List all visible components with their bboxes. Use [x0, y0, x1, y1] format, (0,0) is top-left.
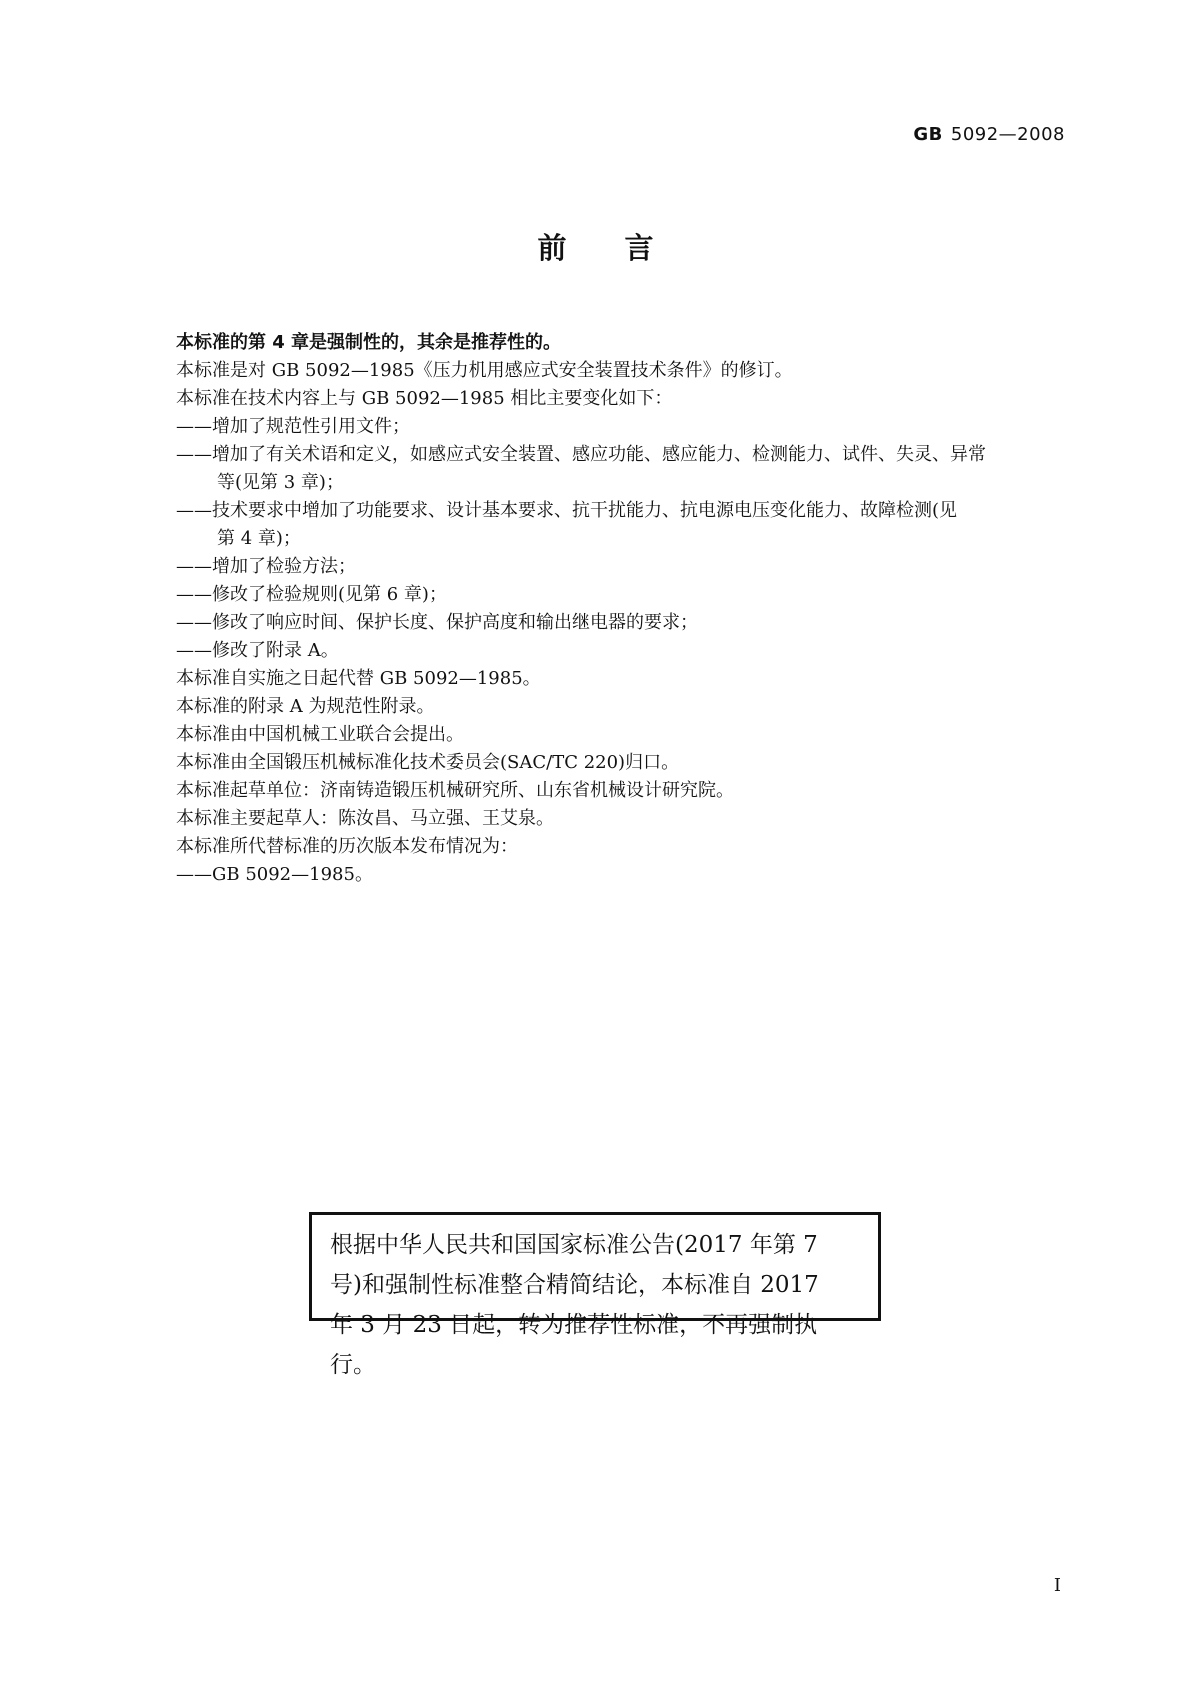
standard-code: [913, 124, 1065, 145]
page-title: 前言: [537, 231, 712, 265]
proposer-statement: 本标准由中国机械工业联合会提出。: [176, 724, 464, 745]
changes-intro: 本标准在技术内容上与 GB 5092—1985 相比主要变化如下：: [176, 388, 673, 409]
previous-editions-intro: 本标准所代替标准的历次版本发布情况为：: [176, 836, 518, 857]
change-item-continuation: 等(见第 3 章)；: [217, 472, 344, 493]
change-item: ——修改了附录 A。: [176, 640, 339, 661]
change-item: ——增加了有关术语和定义，如感应式安全装置、感应功能、感应能力、检测能力、试件、失灵、异常: [176, 444, 986, 465]
notice-line: 年 3 月 23 日起，转为推荐性标准，不再强制执行。: [330, 1312, 818, 1378]
previous-edition-item: ——GB 5092—1985。: [176, 864, 373, 885]
change-item: ——增加了规范性引用文件；: [176, 416, 410, 437]
change-item: ——修改了检验规则(见第 6 章)；: [176, 584, 447, 605]
notice-line: 号)和强制性标准整合精简结论，本标准自 2017: [330, 1272, 819, 1298]
drafting-units: 本标准起草单位：济南铸造锻压机械研究所、山东省机械设计研究院。: [176, 780, 734, 801]
replacement-statement: 本标准自实施之日起代替 GB 5092—1985。: [176, 668, 541, 689]
committee-statement: 本标准由全国锻压机械标准化技术委员会(SAC/TC 220)归口。: [176, 752, 680, 773]
revision-statement: 本标准是对 GB 5092—1985《压力机用感应式安全装置技术条件》的修订。: [176, 360, 793, 381]
main-drafters: 本标准主要起草人：陈汝昌、马立强、王艾泉。: [176, 808, 554, 829]
foreword-body: [176, 329, 1066, 889]
notice-line: 根据中华人民共和国国家标准公告(2017 年第 7: [330, 1232, 818, 1258]
change-item: ——修改了响应时间、保护长度、保护高度和输出继电器的要求；: [176, 612, 698, 633]
change-item-continuation: 第 4 章)；: [217, 528, 301, 549]
status-notice-box: [309, 1212, 881, 1378]
standard-prefix: GB: [913, 124, 943, 145]
change-item: ——增加了检验方法；: [176, 556, 356, 577]
annex-statement: 本标准的附录 A 为规范性附录。: [176, 696, 435, 717]
change-item: ——技术要求中增加了功能要求、设计基本要求、抗干扰能力、抗电源电压变化能力、故障检测(见: [176, 500, 958, 521]
standard-number: 5092—2008: [950, 124, 1065, 145]
mandatory-statement: 本标准的第 4 章是强制性的，其余是推荐性的。: [176, 332, 562, 353]
page-number: I: [1053, 1575, 1061, 1596]
